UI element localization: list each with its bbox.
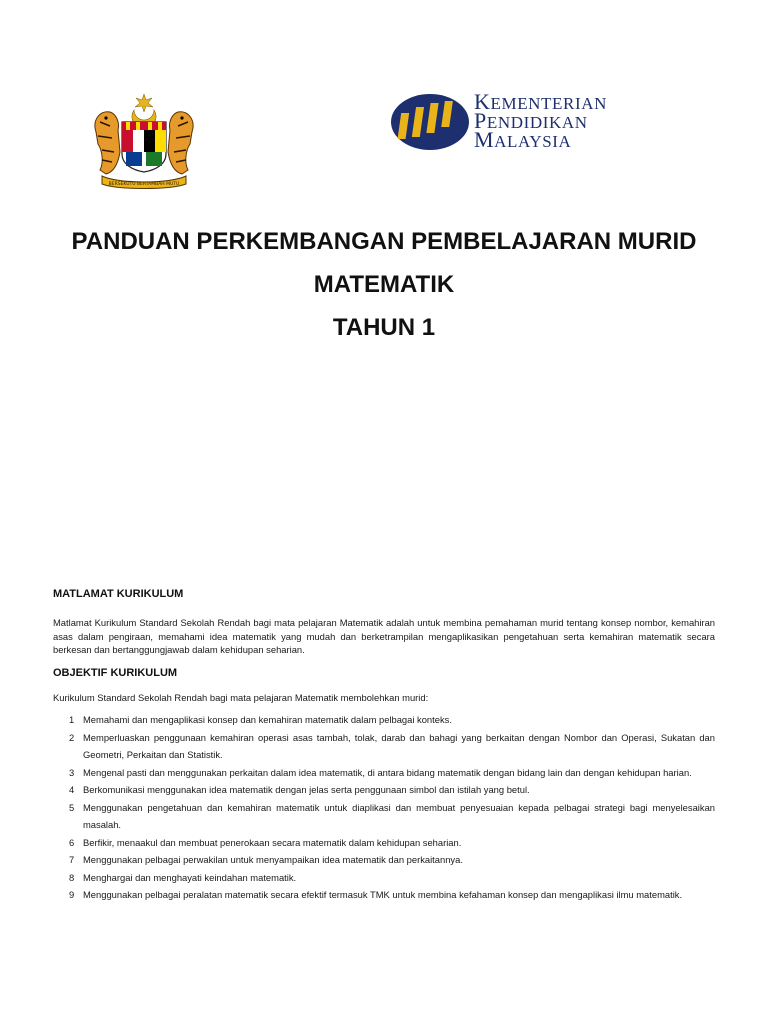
list-item-text: Menggunakan pelbagai peralatan matematik secara efektif termasuk TMK untuk membina kefahaman konsep dan mengaplikasi ilmu matematik. <box>83 889 683 900</box>
objektif-intro: Kurikulum Standard Sekolah Rendah bagi mata pelajaran Matematik membolehkan murid: <box>53 692 429 703</box>
list-item-number: 5 <box>69 801 75 813</box>
list-item <box>53 781 715 799</box>
kpm-line1-rest: EMENTERIAN <box>490 94 607 113</box>
list-item-text: Memperluaskan penggunaan kemahiran operasi asas tambah, tolak, darab dan bahagi yang berkaitan dengan Nombor dan Operasi, Sukatan dan Geometri, Perkaitan dan Statistik. <box>83 731 715 760</box>
list-item-text: Mengenal pasti dan menggunakan perkaitan dalam idea matematik, di antara bidang matematik dengan bidang lain dan dengan kehidupan harian. <box>83 766 692 778</box>
list-item <box>53 886 715 904</box>
list-item <box>53 711 715 729</box>
kpm-emblem-icon <box>390 93 470 151</box>
kpm-line1-cap: K <box>474 89 491 114</box>
objektif-heading: OBJEKTIF KURIKULUM <box>53 667 178 679</box>
coat-of-arms-logo <box>88 92 200 192</box>
kpm-line2-rest: ENDIDIKAN <box>486 113 588 132</box>
list-item-text: Berkomunikasi menggunakan idea matematik dengan jelas serta penggunaan simbol dan istilah yang betul. <box>83 784 530 795</box>
logo-header <box>0 0 768 200</box>
list-item-text: Menggunakan pengetahuan dan kemahiran matematik untuk diaplikasi dan membuat penyesuaian kepada pelbagai strategi bagi menyelesaikan masalah. <box>83 801 715 830</box>
list-item <box>53 799 715 834</box>
list-item-text: Berfikir, menaakul dan membuat penerokaan secara matematik dalam kehidupan seharian. <box>83 836 462 848</box>
document-title: PANDUAN PERKEMBANGAN PEMBELAJARAN MURID <box>71 228 697 255</box>
matlamat-body: Matlamat Kurikulum Standard Sekolah Rendah bagi mata pelajaran Matematik adalah untuk membina pemahaman murid tentang konsep nombor, kemahiran asas dalam pengiraan, memahami idea matematik yang mudah dan berketrampilan mengaplikasikan pengetahuan serta kemahiran matematik secara berkesan dan bertanggungjawab dalam kehidupan seharian. <box>53 617 715 655</box>
list-item-number: 3 <box>69 766 75 778</box>
list-item-text: Memahami dan mengaplikasi konsep dan kemahiran matematik dalam pelbagai konteks. <box>83 714 452 725</box>
list-item <box>53 834 715 852</box>
svg-text:BERSEKUTU BERTAMBAH MUTU: BERSEKUTU BERTAMBAH MUTU <box>108 182 180 187</box>
list-item-text: Menghargai dan menghayati keindahan matematik. <box>83 871 297 883</box>
list-item-number: 6 <box>69 836 75 848</box>
list-item-text: Menggunakan pelbagai perwakilan untuk menyampaikan idea matematik dan perkaitannya. <box>83 854 463 865</box>
list-item-number: 9 <box>69 889 75 900</box>
matlamat-heading: MATLAMAT KURIKULUM <box>53 588 184 600</box>
list-item <box>53 764 715 782</box>
list-item <box>53 851 715 869</box>
kpm-logo <box>390 89 680 153</box>
kpm-line3-cap: M <box>474 127 495 152</box>
list-item-number: 4 <box>69 784 75 795</box>
kpm-line3-rest: ALAYSIA <box>494 132 572 151</box>
list-item-number: 8 <box>69 871 75 883</box>
kpm-line2-cap: P <box>474 108 487 133</box>
objektif-list <box>53 711 715 904</box>
list-item-number: 2 <box>69 731 75 743</box>
kpm-wordmark <box>474 89 607 152</box>
list-item <box>53 869 715 887</box>
subject-title: MATEMATIK <box>313 271 455 298</box>
list-item <box>53 729 715 764</box>
list-item-number: 1 <box>69 714 75 725</box>
year-title: TAHUN 1 <box>332 314 436 341</box>
list-item-number: 7 <box>69 854 75 865</box>
